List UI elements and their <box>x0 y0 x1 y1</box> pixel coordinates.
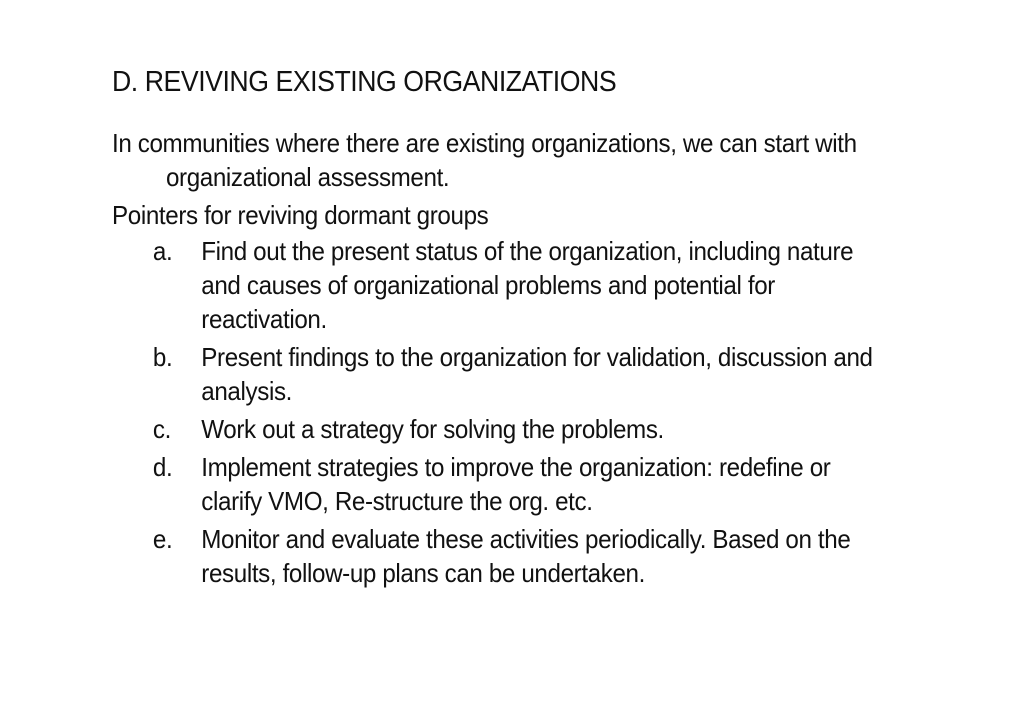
list-item-text: Implement strategies to improve the organization: redefine or clarify VMO, Re-structure the org. etc. <box>201 452 831 516</box>
list-item <box>112 340 893 408</box>
list-marker: e. <box>152 524 173 554</box>
list-item-text: Work out a strategy for solving the problems. <box>201 414 664 444</box>
slide-body <box>112 126 932 594</box>
slide-title: D. REVIVING EXISTING ORGANIZATIONS <box>112 66 617 98</box>
pointers-heading: Pointers for reviving dormant groups <box>112 200 489 230</box>
list-item-text: Present findings to the organization for validation, discussion and analysis. <box>201 342 873 406</box>
list-marker: a. <box>152 236 173 266</box>
list-item <box>112 412 893 446</box>
list-marker: d. <box>152 452 173 482</box>
list-marker: b. <box>152 342 173 372</box>
list-item <box>112 450 893 518</box>
list-item <box>112 234 893 336</box>
list-marker: c. <box>152 414 171 444</box>
pointers-list <box>112 234 932 590</box>
list-item <box>112 522 893 590</box>
list-item-text: Find out the present status of the organization, including nature and causes of organizational problems and potential for reactivation. <box>201 236 854 334</box>
list-item-text: Monitor and evaluate these activities periodically. Based on the results, follow-up plans can be undertaken. <box>201 524 851 588</box>
intro-paragraph: In communities where there are existing organizations, we can start with organizational assessment. <box>112 128 857 192</box>
